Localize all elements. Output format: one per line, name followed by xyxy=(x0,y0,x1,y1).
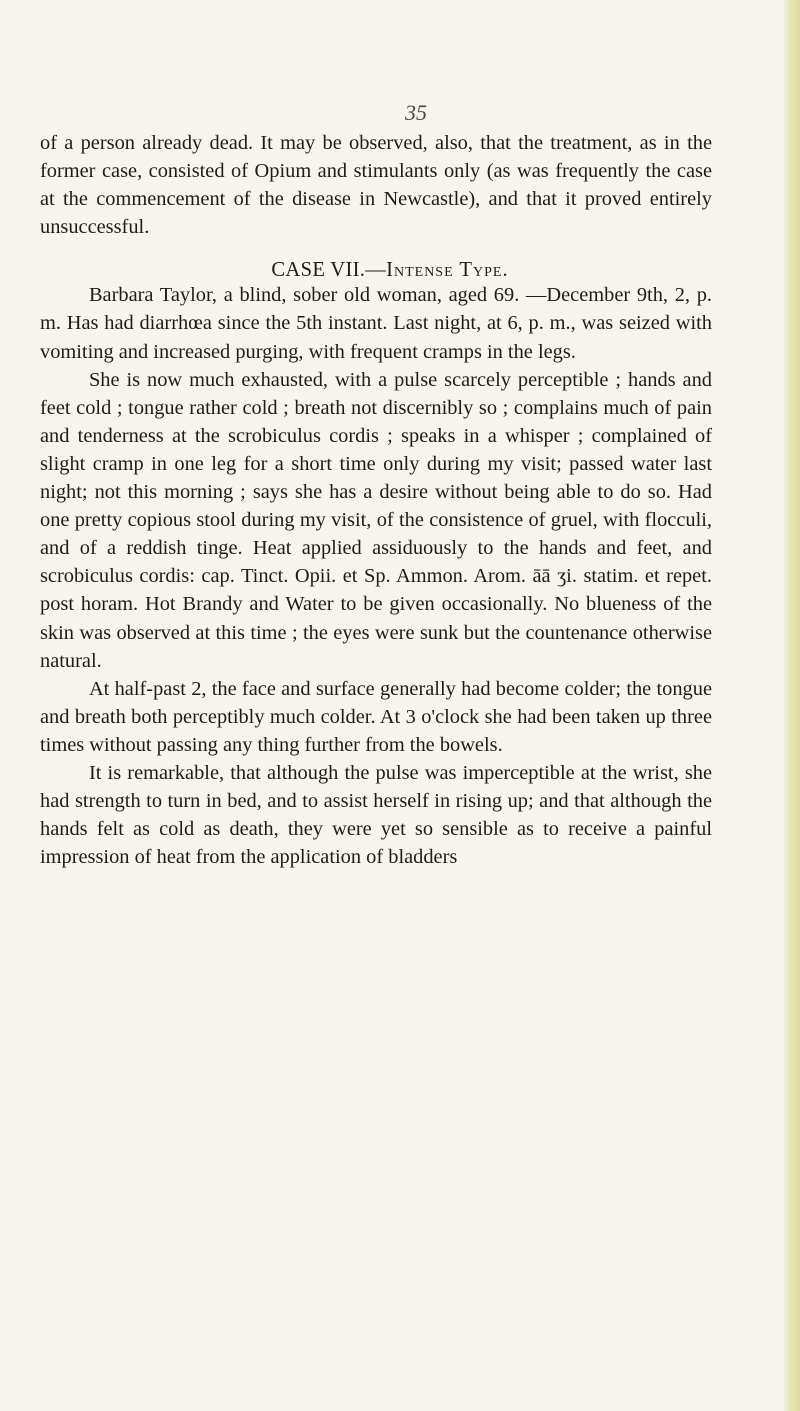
paragraph-remarkable: It is remarkable, that although the pulse was imperceptible at the wrist, she had strength to turn in bed, and to assist herself in rising up; and that although the hands felt as cold as death, they were yet so sensible as to receive a painful impression of heat from the application of bladders xyxy=(40,761,712,869)
paragraph-case-intro: Barbara Taylor, a blind, sober old woman, aged 69. —December 9th, 2, p. m. Has had diarrhœa since the 5th instant. Last night, at 6, p. m., was seized with vomiting and increased purging, with frequent cramps in the legs. xyxy=(40,284,712,363)
case-number: CASE VII.— xyxy=(271,259,387,282)
case-type: Intense Type. xyxy=(386,259,509,282)
page-number: 35 xyxy=(405,100,427,125)
paragraph-condition: She is now much exhausted, with a pulse scarcely perceptible ; hands and feet cold ; tongue rather cold ; breath not discernibly so ; complains much of pain and tenderness at the scrobiculus cordis ; speaks in a whisper ; complained of slight cramp in one leg for a short time only during my visit; passed water last night; not this morning ; says she has a desire without being able to do so. Had one pretty copious stool during my visit, of the consistence of gruel, with flocculi, and of a reddish tinge. Heat applied assiduously to the hands and feet, and scrobiculus cordis: cap. Tinct. Opii. et Sp. Ammon. Arom. āā ʒi. statim. et repet. post horam. Hot Brandy and Water to be given occasionally. No blueness of the skin was observed at this time ; the eyes were sunk but the countenance otherwise natural. xyxy=(40,368,712,672)
case-heading xyxy=(40,241,712,281)
body-text xyxy=(40,129,712,871)
page-edge xyxy=(784,0,800,1411)
paragraph-half-past-two: At half-past 2, the face and surface generally had become colder; the tongue and breath both perceptibly much colder. At 3 o'clock she had been taken up three times without passing any thing further from the bowels. xyxy=(40,677,712,756)
paragraph-continuation: of a person already dead. It may be observed, also, that the treatment, as in the former case, consisted of Opium and stimulants only (as was frequently the case at the commencement of the disease in Newcastle), and that it proved entirely unsuccessful. xyxy=(40,132,712,239)
